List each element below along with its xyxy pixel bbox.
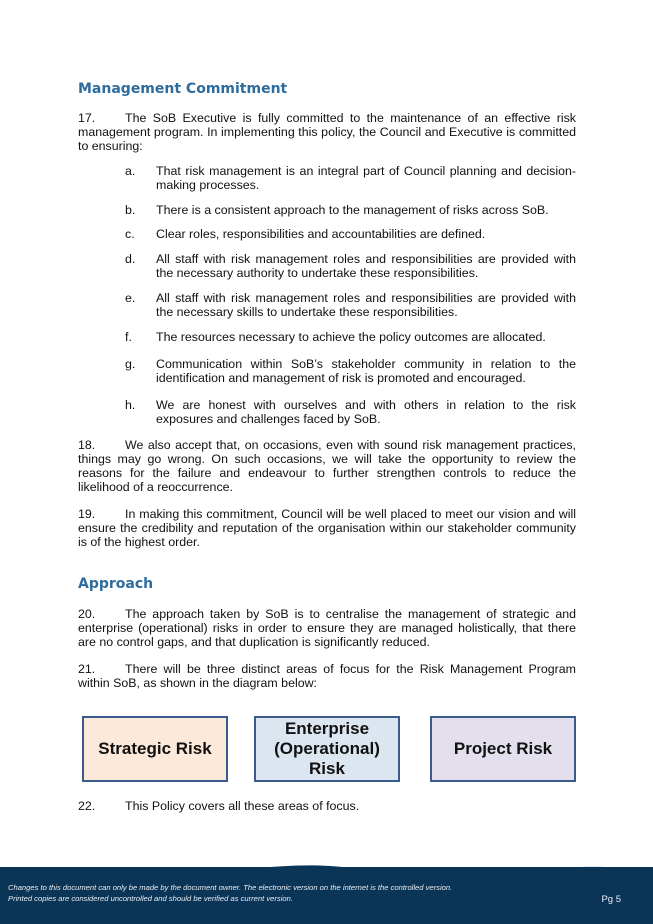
paragraph-number: 20. (78, 607, 96, 621)
list-item-text: Clear roles, responsibilities and accountabilities are defined. (156, 227, 486, 241)
paragraph-22 (78, 799, 576, 813)
paragraph-number: 17. (78, 111, 96, 125)
list-item-text: All staff with risk management roles and responsibilities are provided with the necessary authority to undertake these responsibilities. (156, 252, 576, 280)
list-item (78, 203, 576, 217)
paragraph-number: 21. (78, 662, 96, 676)
footer-line-2: Printed copies are considered uncontrolled and should be verified as current version. (8, 894, 293, 903)
paragraph-text: We also accept that, on occasions, even with sound risk management practices, things may go wrong. On such occasions, we will take the opportunity to review the reasons for the failure and endeavour to further strengthen controls to reduce the likelihood of a reoccurrence. (78, 438, 576, 494)
footer-disclaimer (8, 882, 452, 904)
list-marker: e. (125, 291, 136, 305)
footer-line-1: Changes to this document can only be made by the document owner. The electronic version on the internet is the controlled version. (8, 883, 453, 892)
paragraph-number: 18. (78, 438, 96, 452)
list-marker: g. (125, 357, 136, 371)
list-marker: a. (125, 164, 136, 178)
list-marker: b. (125, 203, 136, 217)
list-item-text: We are honest with ourselves and with others in relation to the risk exposures and challenges faced by SoB. (156, 398, 576, 426)
paragraph-text: In making this commitment, Council will be well placed to meet our vision and will ensure the credibility and reputation of the organisation within our stakeholder community is of the highest order. (78, 507, 576, 549)
section-heading-management-commitment: Management Commitment (78, 81, 288, 97)
list-marker: d. (125, 252, 136, 266)
paragraph-17 (78, 111, 576, 153)
page-number: Pg 5 (601, 894, 621, 905)
paragraph-text: The approach taken by SoB is to centralise the management of strategic and enterprise (operational) risks in order to ensure they are managed holistically, that there are no control gaps, and that duplication is significantly reduced. (78, 607, 576, 649)
list-item-text: Communication within SoB’s stakeholder community in relation to the identification and management of risk is promoted and encouraged. (156, 357, 576, 385)
list-item-text: All staff with risk management roles and responsibilities are provided with the necessary skills to undertake these responsibilities. (156, 291, 576, 319)
paragraph-text: There will be three distinct areas of focus for the Risk Management Program within SoB, as shown in the diagram below: (78, 662, 576, 690)
paragraph-19 (78, 507, 576, 549)
list-item (78, 357, 576, 385)
paragraph-20 (78, 607, 576, 649)
list-item (78, 398, 576, 426)
list-marker: c. (125, 227, 135, 241)
list-item-text: The resources necessary to achieve the policy outcomes are allocated. (156, 330, 546, 344)
list-item-text: That risk management is an integral part of Council planning and decision-making processes. (156, 164, 576, 192)
project-risk-box (430, 716, 576, 782)
paragraph-number: 22. (78, 799, 96, 813)
list-item (78, 227, 576, 241)
box-label: Project Risk (453, 739, 553, 758)
list-item-text: There is a consistent approach to the management of risks across SoB. (156, 203, 549, 217)
list-marker: h. (125, 398, 136, 412)
risk-focus-diagram (81, 716, 576, 786)
list-item (78, 252, 576, 280)
list-item (78, 330, 576, 344)
strategic-risk-box (82, 716, 228, 782)
list-item (78, 291, 576, 319)
paragraph-text: This Policy covers all these areas of focus. (125, 799, 360, 813)
list-item (78, 164, 576, 192)
paragraph-18 (78, 438, 576, 494)
paragraph-21 (78, 662, 576, 690)
box-label: Strategic Risk (98, 739, 212, 758)
paragraph-text: The SoB Executive is fully committed to the maintenance of an effective risk management program. In implementing this policy, the Council and Executive is committed to ensuring: (78, 111, 576, 153)
list-marker: f. (125, 330, 132, 344)
section-heading-approach: Approach (78, 576, 154, 592)
enterprise-risk-box (254, 716, 400, 782)
paragraph-number: 19. (78, 507, 96, 521)
box-label: Enterprise (Operational) Risk (274, 719, 380, 778)
